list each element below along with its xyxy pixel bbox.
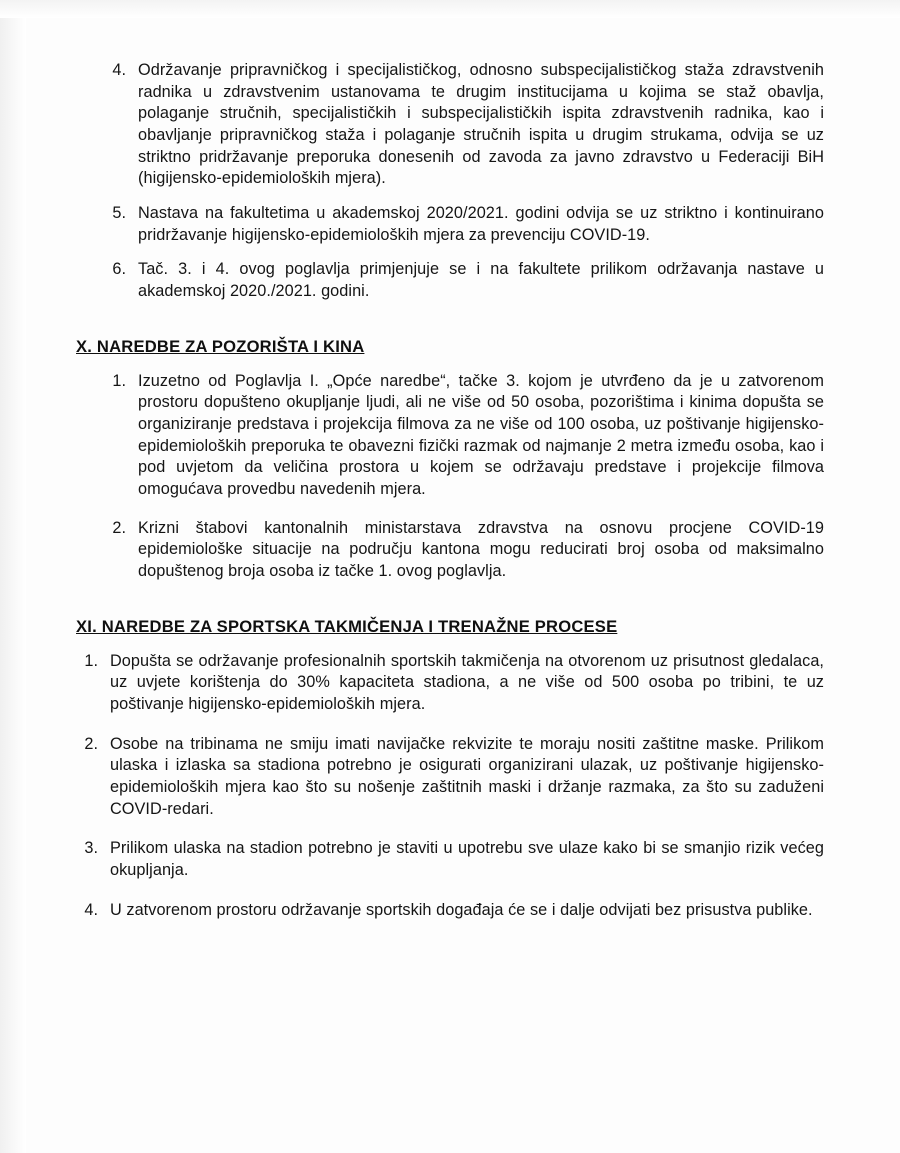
list-section-x xyxy=(76,371,824,583)
list-item-number: 1. xyxy=(84,651,98,670)
scan-edge-top xyxy=(0,0,900,18)
list-item-number: 2. xyxy=(84,734,98,753)
heading-section-x: X. NAREDBE ZA POZORIŠTA I KINA xyxy=(76,336,365,356)
list-item-text: Tač. 3. i 4. ovog poglavlja primjenjuje se i na fakultete prilikom održavanja nastave u akademskoj 2020./2021. godini. xyxy=(138,260,824,301)
list-item-text: Prilikom ulaska na stadion potrebno je staviti u upotrebu sve ulaze kako bi se smanjio rizik većeg okupljanja. xyxy=(110,839,824,880)
list-item-text: Dopušta se održavanje profesionalnih sportskih takmičenja na otvorenom uz prisutnost gledalaca, uz uvjete korištenja do 30% kapaciteta stadiona, a ne više od 500 osoba po tribini, te uz poštivanje higijensko-epidemioloških mjera. xyxy=(110,651,824,714)
list-item xyxy=(76,900,824,922)
list-section-top xyxy=(76,60,824,303)
list-item xyxy=(76,371,824,501)
scan-edge-left xyxy=(0,0,26,1153)
list-item-number: 6. xyxy=(112,260,126,279)
list-item-text: Osobe na tribinama ne smiju imati navijačke rekvizite te moraju nositi zaštitne maske. Prilikom ulaska i izlaska sa stadiona potrebno je osigurati organizirani ulazak, uz poštivanje higijensko-epidemioloških mjera kao što su nošenje zaštitnih maski i držanje razmaka, za što su zaduženi COVID-redari. xyxy=(110,734,824,818)
list-item xyxy=(76,203,824,246)
list-item xyxy=(76,60,824,190)
document-body xyxy=(76,60,824,939)
list-item-number: 5. xyxy=(112,204,126,223)
list-section-xi xyxy=(76,651,824,922)
list-item xyxy=(76,518,824,583)
list-item-number: 1. xyxy=(112,371,126,390)
heading-section-xi: XI. NAREDBE ZA SPORTSKA TAKMIČENJA I TRENAŽNE PROCESE xyxy=(76,616,618,636)
list-item xyxy=(76,259,824,302)
list-item xyxy=(76,651,824,716)
list-item-text: Nastava na fakultetima u akademskoj 2020/2021. godini odvija se uz striktno i kontinuirano pridržavanje higijensko-epidemioloških mjera za prevenciju COVID-19. xyxy=(138,204,824,244)
list-item xyxy=(76,838,824,881)
list-item-text: U zatvorenom prostoru održavanje sportskih događaja će se i dalje odvijati bez prisustva publike. xyxy=(110,900,813,919)
list-item-number: 4. xyxy=(84,900,98,919)
list-item-number: 3. xyxy=(84,839,98,858)
list-item-number: 2. xyxy=(112,518,126,537)
list-item-number: 4. xyxy=(112,61,126,79)
list-item-text: Održavanje pripravničkog i specijalističkog, odnosno subspecijalističkog staža zdravstvenih radnika u zdravstvenim ustanovama te drugim institucijama u kojima se staž obavlja, polaganje stručnih, specijalističkih i subspecijalističkih ispita zdravstvenih radnika, kao i obavljanje pripravničkog staža i polaganje stručnih ispita u drugim strukama, odvija se uz striktno pridržavanje preporuka donesenih od zavoda za javno zdravstvo u Federaciji BiH (higijensko-epidemioloških mjera). xyxy=(138,61,824,188)
list-item xyxy=(76,734,824,821)
list-item-text: Krizni štabovi kantonalnih ministarstava zdravstva na osnovu procjene COVID-19 epidemiološke situacije na području kantona mogu reducirati broj osoba od maksimalno dopuštenog broja osoba iz tačke 1. ovog poglavlja. xyxy=(138,518,824,581)
list-item-text: Izuzetno od Poglavlja I. „Opće naredbe“, tačke 3. kojom je utvrđeno da je u zatvorenom prostoru dopušteno okupljanje ljudi, ali ne više od 50 osoba, pozorištima i kinima dopušta se organiziranje predstava i projekcija filmova za ne više od 100 osoba, uz poštivanje higijensko-epidemioloških preporuka te obavezni fizički razmak od najmanje 2 metra između osoba, kao i pod uvjetom da veličina prostora u kojem se održavaju predstave i projekcije filmova omogućava provedbu navedenih mjera. xyxy=(138,371,824,499)
